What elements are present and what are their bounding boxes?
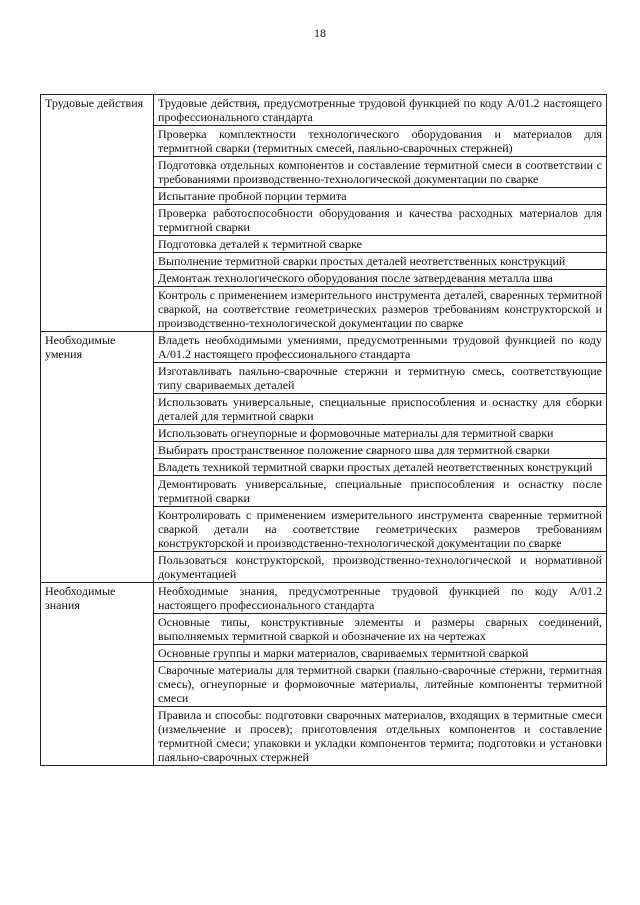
requirement-item-cell: Пользоваться конструкторской, производственно-технологической и нормативной документацией — [154, 552, 607, 583]
requirement-item-cell: Выполнение термитной сварки простых деталей неответственных конструкций — [154, 253, 607, 270]
requirement-item-cell: Правила и способы: подготовки сварочных материалов, входящих в термитные смеси (измельчение и просев); приготовления отдельных компонентов и составление термитной смеси; упаковки и укладки компонентов термита; подготовки и установки паяльно-сварочных стержней — [154, 707, 607, 766]
requirement-item-cell: Владеть техникой термитной сварки простых деталей неответственных конструкций — [154, 459, 607, 476]
requirement-item-cell: Основные группы и марки материалов, свариваемых термитной сваркой — [154, 645, 607, 662]
requirement-item-cell: Трудовые действия, предусмотренные трудовой функцией по коду А/01.2 настоящего профессионального стандарта — [154, 95, 607, 126]
requirement-item-cell: Сварочные материалы для термитной сварки (паяльно-сварочные стержни, термитная смесь), огнеупорные и формовочные материалы, литейные компоненты термитной смеси — [154, 662, 607, 707]
requirement-item-cell: Владеть необходимыми умениями, предусмотренными трудовой функцией по коду А/01.2 настоящего профессионального стандарта — [154, 332, 607, 363]
requirements-table — [40, 94, 607, 766]
requirement-item-cell: Демонтаж технологического оборудования после затвердевания металла шва — [154, 270, 607, 287]
requirement-item-cell: Контроль с применением измерительного инструмента деталей, сваренных термитной сваркой, на соответствие геометрических размеров требованиям конструкторской и производственно-технологической документации по сварке — [154, 287, 607, 332]
requirement-item-cell: Выбирать пространственное положение сварного шва для термитной сварки — [154, 442, 607, 459]
requirement-item-cell: Проверка работоспособности оборудования и качества расходных материалов для термитной сварки — [154, 205, 607, 236]
requirement-item-cell: Проверка комплектности технологического оборудования и материалов для термитной сварки (термитных смесей, паяльно-сварочных стержней) — [154, 126, 607, 157]
table-row — [41, 583, 607, 614]
page-number: 18 — [314, 26, 326, 40]
section-title-cell: Трудовые действия — [41, 95, 154, 332]
requirement-item-cell: Подготовка отдельных компонентов и составление термитной смеси в соответствии с требованиями производственно-технологической документации по сварке — [154, 157, 607, 188]
requirement-item-cell: Демонтировать универсальные, специальные приспособления и оснастку после термитной сварки — [154, 476, 607, 507]
section-title-cell: Необходимые умения — [41, 332, 154, 583]
table-row — [41, 95, 607, 126]
requirements-table-body — [41, 95, 607, 766]
requirement-item-cell: Подготовка деталей к термитной сварке — [154, 236, 607, 253]
requirement-item-cell: Использовать огнеупорные и формовочные материалы для термитной сварки — [154, 425, 607, 442]
requirement-item-cell: Использовать универсальные, специальные приспособления и оснастку для сборки деталей для термитной сварки — [154, 394, 607, 425]
table-row — [41, 332, 607, 363]
requirement-item-cell: Испытание пробной порции термита — [154, 188, 607, 205]
requirement-item-cell: Основные типы, конструктивные элементы и размеры сварных соединений, выполняемых термитной сваркой и обозначение их на чертежах — [154, 614, 607, 645]
requirement-item-cell: Контролировать с применением измерительного инструмента сваренные термитной сваркой детали на соответствие геометрических размеров требованиям конструкторской и производственно-технологической документации по сварке — [154, 507, 607, 552]
requirement-item-cell: Необходимые знания, предусмотренные трудовой функцией по коду А/01.2 настоящего профессионального стандарта — [154, 583, 607, 614]
section-title-cell: Необходимые знания — [41, 583, 154, 766]
requirement-item-cell: Изготавливать паяльно-сварочные стержни и термитную смесь, соответствующие типу свариваемых деталей — [154, 363, 607, 394]
